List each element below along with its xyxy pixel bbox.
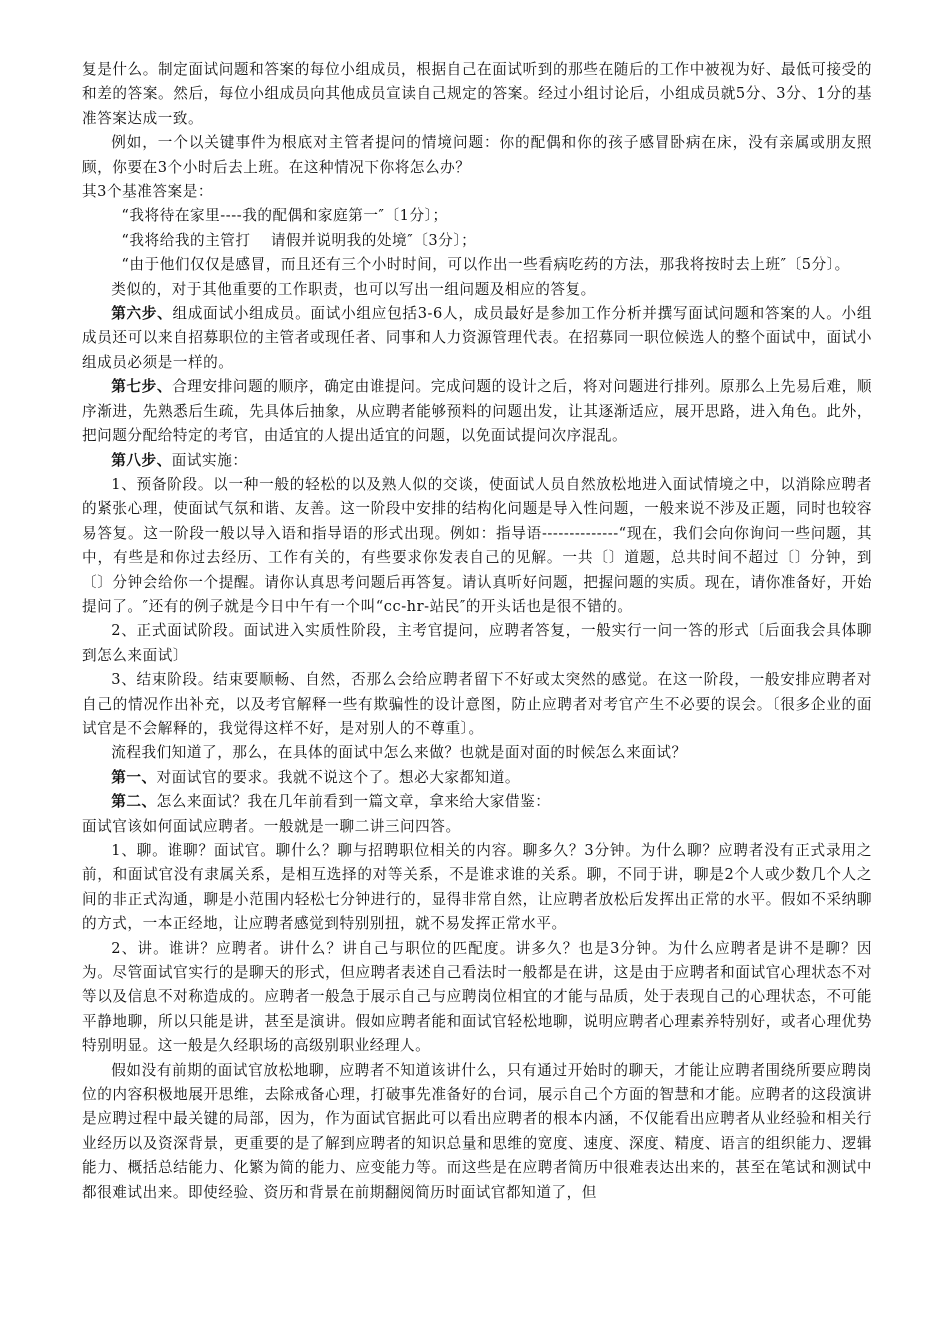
quoted-answer: “我将给我的主管打 请假并说明我的处境″〔3分〕；: [121, 231, 477, 249]
paragraph: 2、讲。谁讲？应聘者。讲什么？讲自己与职位的匹配度。讲多久？也是3分钟。为什么应聘者是讲不是聊？因为。尽管面试官实行的是聊天的形式，但应聘者表述自己看法时一般都是在讲，这是由于应聘者和面试官心理状态不对等以及信息不对称造成的。应聘者一般急于展示自己与应聘岗位相宜的才能与品质，处于表现自己的心理状态，不可能平静地聊，所以只能是讲，甚至是演讲。假如应聘者能和面试官轻松地聊，说明应聘者心理素养特别好，或者心理优势特别明显。这一般是久经职场的高级别职业经理人。: [82, 939, 872, 1055]
paragraph: 其3个基准答案是：: [82, 183, 213, 201]
paragraph: [82, 766, 872, 790]
paragraph: [82, 375, 872, 448]
step-heading: 第八步、: [111, 451, 172, 469]
paragraph: [82, 790, 872, 814]
paragraph-text: 怎么来面试？我在几年前看到一篇文章，拿来给大家借鉴：: [156, 793, 551, 811]
paragraph: 1、预备阶段。以一种一般的轻松的以及熟人似的交谈，使面试人员自然放松地进入面试情境之中，以消除应聘者的紧张心理，使面试气氛和谐、友善。这一阶段中安排的结构化问题是导入性问题，一般来说不涉及正题，同时也较容易答复。这一阶段一般以导入语和指导语的形式出现。例如：指导语--------------“现在，我们会向你询问一些问题，其中，有些是和你过去经历、工作有关的，有些要求你发表自己的见解。一共〔〕道题，总共时间不超过〔〕分钟，到〔〕分钟会给你一个提醒。请你认真思考问题后再答复。请认真听好问题，把握问题的实质。现在，请你准备好，开始提问了。″还有的例子就是今日中午有一个叫“cc-hr-站民″的开头话也是很不错的。: [82, 475, 872, 615]
quoted-answer: “由于他们仅仅是感冒，而且还有三个小时时间，可以作出一些看病吃药的方法，那我将按时去上班″〔5分〕。: [121, 256, 850, 274]
paragraph: 1、聊。谁聊？面试官。聊什么？聊与招聘职位相关的内容。聊多久？3分钟。为什么聊？应聘者没有正式录用之前，和面试官没有隶属关系，是相互选择的对等关系，不是谁求谁的关系。聊，不同于讲，聊是2个人或少数几个人之间的非正式沟通，聊是小范围内轻松七分钟进行的，显得非常自然，让应聘者放松后发挥出正常的水平。假如不采纳聊的方式，一本正经地，让应聘者感觉到特别别扭，就不易发挥正常水平。: [82, 842, 872, 933]
paragraph: 类似的，对于其他重要的工作职责，也可以写出一组问题及相应的答复。: [111, 280, 596, 298]
quoted-answer: “我将待在家里----我的配偶和家庭第一″〔1分〕；: [121, 207, 448, 225]
paragraph-text: 组成面试小组成员。面试小组应包括3-6人，成员最好是参加工作分析并撰写面试问题和答案的人。小组成员还可以来自招募职位的主管者或现任者、同事和人力资源管理代表。在招募同一职位候选人的整个面试中，面试小组成员必须是一样的。: [82, 305, 873, 371]
paragraph: [82, 449, 872, 473]
section-heading: 第一、: [111, 768, 157, 786]
section-heading: 第二、: [111, 793, 157, 811]
step-heading: 第七步、: [111, 378, 173, 396]
paragraph: 例如，一个以关键事件为根底对主管者提问的情境问题：你的配偶和你的孩子感冒卧病在床，没有亲属或朋友照顾，你要在3个小时后去上班。在这种情况下你将怎么办？: [82, 134, 872, 176]
document-page: [82, 58, 872, 1205]
paragraph-text: 对面试官的要求。我就不说这个了。想必大家都知道。: [156, 768, 521, 786]
paragraph: 3、结束阶段。结束要顺畅、自然，否那么会给应聘者留下不好或太突然的感觉。在这一阶段，一般安排应聘者对自己的情况作出补充，以及考官解释一些有欺骗性的设计意图，防止应聘者对考官产生不必要的误会。〔很多企业的面试官是不会解释的，我觉得这样不好，是对别人的不尊重〕。: [82, 671, 872, 737]
paragraph: 假如没有前期的面试官放松地聊，应聘者不知道该讲什么，只有通过开始时的聊天，才能让应聘者围绕所要应聘岗位的内容积极地展开思维，去除戒备心理，打破事先准备好的台词，展示自己个方面的智慧和才能。应聘者的这段演讲是应聘过程中最关键的局部，因为，作为面试官据此可以看出应聘者的根本内涵，不仅能看出应聘者从业经验和相关行业经历以及资深背景，更重要的是了解到应聘者的知识总量和思维的宽度、速度、深度、精度、语言的组织能力、逻辑能力、概括总结能力、化繁为简的能力、应变能力等。而这些是在应聘者简历中很难表达出来的，甚至在笔试和测试中都很难试出来。即使经验、资历和背景在前期翻阅简历时面试官都知道了，但: [82, 1061, 872, 1201]
paragraph: 流程我们知道了，那么，在具体的面试中怎么来做？也就是面对面的时候怎么来面试？: [111, 744, 687, 762]
paragraph: 2、正式面试阶段。面试进入实质性阶段，主考官提问，应聘者答复，一般实行一问一答的形式〔后面我会具体聊到怎么来面试〕: [82, 622, 872, 664]
paragraph-text: 面试实施：: [171, 451, 248, 469]
paragraph: 面试官该如何面试应聘者。一般就是一聊二讲三问四答。: [82, 817, 461, 835]
paragraph: [82, 302, 872, 375]
paragraph: 复是什么。制定面试问题和答案的每位小组成员，根据自己在面试听到的那些在随后的工作中被视为好、最低可接受的和差的答案。然后，每位小组成员向其他成员宣读自己规定的答案。经过小组讨论后，小组成员就5分、3分、1分的基准答案达成一致。: [82, 61, 872, 127]
paragraph-text: 合理安排问题的顺序，确定由谁提问。完成问题的设计之后，将对问题进行排列。原那么上先易后难，顺序渐进，先熟悉后生疏，先具体后抽象，从应聘者能够预料的问题出发，让其逐渐适应，展开思路，进入角色。此外，把问题分配给特定的考官，由适宜的人提出适宜的问题，以免面试提问次序混乱。: [82, 378, 872, 445]
step-heading: 第六步、: [111, 305, 173, 323]
